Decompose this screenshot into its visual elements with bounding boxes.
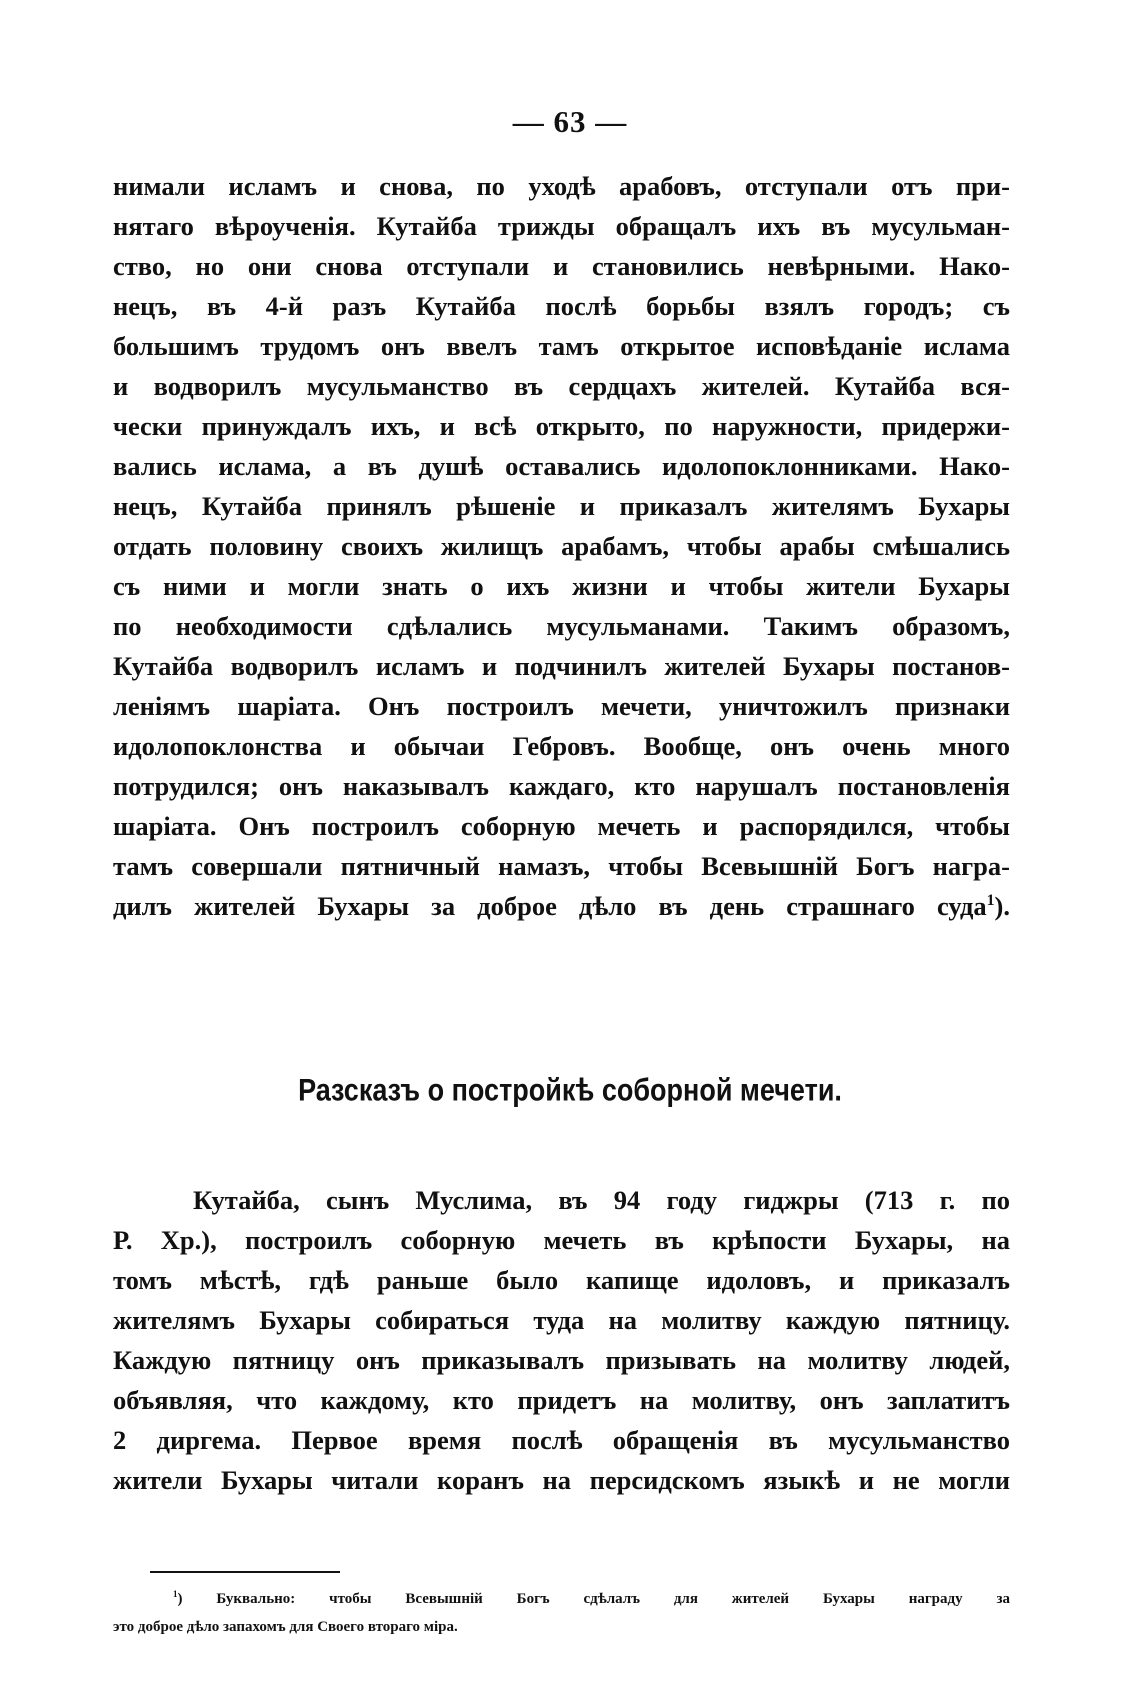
text-line: Каждую пятницу онъ приказывалъ призывать на молитву людей,	[113, 1345, 1010, 1375]
text-line: жителямъ Бухары собираться туда на молитву каждую пятницу.	[113, 1305, 1010, 1335]
text-line: потрудился; онъ наказывалъ каждаго, кто нарушалъ постановленія	[113, 771, 1010, 801]
text-line-last	[113, 886, 1010, 926]
text-line: Кутайба, сынъ Муслима, въ 94 году гиджры (713 г. по	[193, 1185, 1010, 1215]
text-line: Р. Хр.), построилъ соборную мечеть въ крѣпости Бухары, на	[113, 1225, 1010, 1255]
footnote	[113, 1585, 1010, 1641]
text-line-ending: ).	[994, 891, 1010, 921]
text-line: тамъ совершали пятничный намазъ, чтобы Всевышній Богъ награ-	[113, 851, 1010, 881]
text-line: отдать половину своихъ жилищъ арабамъ, чтобы арабы смѣшались	[113, 531, 1010, 561]
text-line: нятаго вѣроученія. Кутайба трижды обращалъ ихъ въ мусульман-	[113, 211, 1010, 241]
text-line: томъ мѣстѣ, гдѣ раньше было капище идоловъ, и приказалъ	[113, 1265, 1010, 1295]
footnote-line: это доброе дѣло запахомъ для Своего втораго міра.	[113, 1619, 458, 1635]
footnote-marker: 1	[173, 1589, 178, 1599]
footnote-text: ) Буквально: чтобы Всевышній Богъ сдѣлалъ для жителей Бухары награду за	[177, 1591, 1010, 1607]
text-line: вались ислама, а въ душѣ оставались идолопоклонниками. Нако-	[113, 451, 1010, 481]
page-number: — 63 —	[512, 104, 628, 139]
footnote-line	[113, 1585, 1010, 1613]
text-line: жители Бухары читали коранъ на персидскомъ языкѣ и не могли	[113, 1465, 1010, 1495]
text-line: объявляя, что каждому, кто придетъ на молитву, онъ заплатитъ	[113, 1385, 1010, 1415]
text-line: Кутайба водворилъ исламъ и подчинилъ жителей Бухары постанов-	[113, 651, 1010, 681]
text-line: большимъ трудомъ онъ ввелъ тамъ открытое исповѣданіе ислама	[113, 331, 1010, 361]
text-line: леніямъ шаріата. Онъ построилъ мечети, уничтожилъ признаки	[113, 691, 1010, 721]
section-heading: Разсказъ о постройкѣ соборной мечети.	[298, 1072, 842, 1108]
text-line: нимали исламъ и снова, по уходѣ арабовъ, отступали отъ при-	[113, 171, 1010, 201]
text-line: нецъ, Кутайба принялъ рѣшеніе и приказалъ жителямъ Бухары	[113, 491, 1010, 521]
text-line: идолопоклонства и обычаи Гебровъ. Вообще, онъ очень много	[113, 731, 1010, 761]
paragraph-2	[113, 1180, 1010, 1500]
text-line-content: дилъ жителей Бухары за доброе дѣло въ день страшнаго суда	[113, 891, 987, 921]
text-line: ство, но они снова отступали и становились невѣрными. Нако-	[113, 251, 1010, 281]
footnote-divider	[150, 1571, 340, 1573]
paragraph-1	[113, 166, 1010, 926]
text-line: чески принуждалъ ихъ, и всѣ открыто, по наружности, придержи-	[113, 411, 1010, 441]
text-line: и водворилъ мусульманство въ сердцахъ жителей. Кутайба вся-	[113, 371, 1010, 401]
text-line: по необходимости сдѣлались мусульманами. Такимъ образомъ,	[113, 611, 1010, 641]
text-line: шаріата. Онъ построилъ соборную мечеть и распорядился, чтобы	[113, 811, 1010, 841]
text-line: 2 диргема. Первое время послѣ обращенія въ мусульманство	[113, 1425, 1010, 1455]
text-line: съ ними и могли знать о ихъ жизни и чтобы жители Бухары	[113, 571, 1010, 601]
footnote-reference[interactable]: 1	[986, 892, 995, 910]
text-line: нецъ, въ 4-й разъ Кутайба послѣ борьбы взялъ городъ; съ	[113, 291, 1010, 321]
